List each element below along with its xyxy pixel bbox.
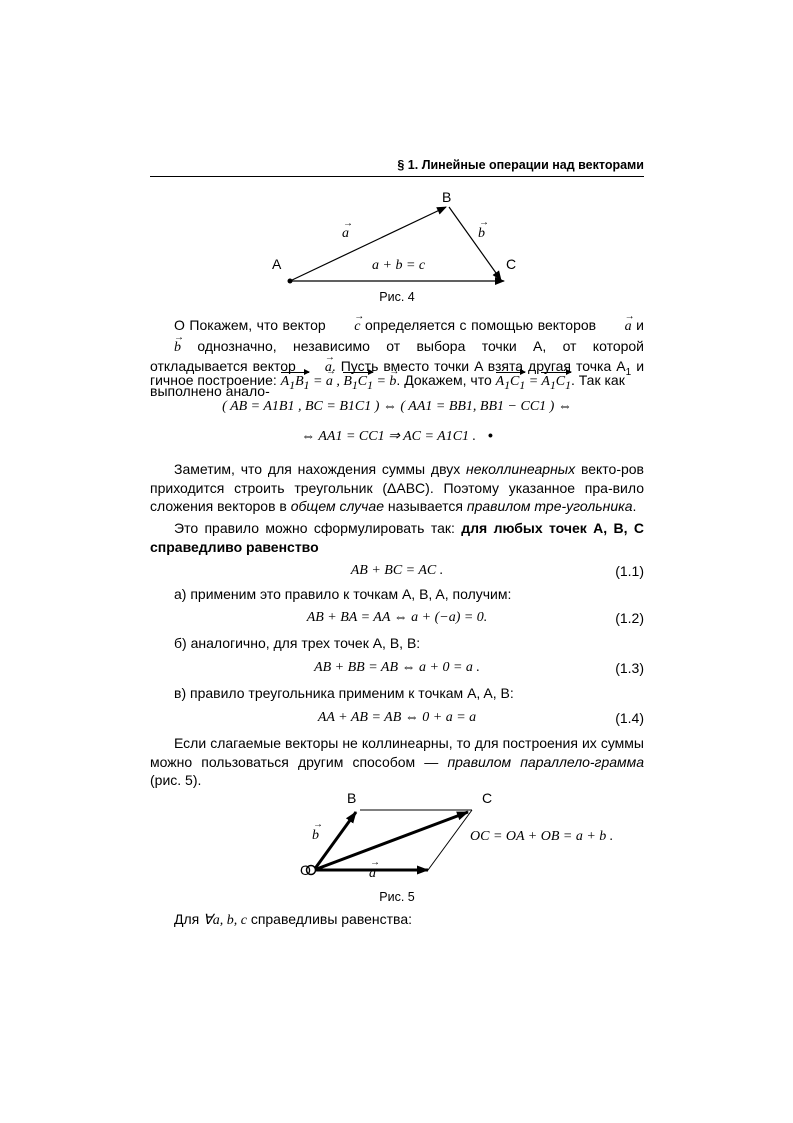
- proof-line1-pre: O Покажем, что вектор: [174, 317, 326, 333]
- vector-bc-arrow: [449, 207, 501, 280]
- proof-and: и: [636, 317, 644, 333]
- equation-1-2-number: (1.2): [615, 610, 644, 626]
- para1-italic-3: правилом тре-угольника: [466, 498, 633, 514]
- proof-line4-pre: гичное построение:: [150, 372, 277, 388]
- para2-bold: для любых точек A, B, C справедливо равенство: [150, 520, 645, 555]
- paragraph-parallelogram: [150, 734, 644, 790]
- equation-1-3-expr: AB + BB = AB ⇔ a + 0 = a .: [314, 660, 480, 675]
- fig5-vec-b-arrow: →: [313, 819, 323, 830]
- claim-eq: $A_1C_1 = A_1C_1$: [495, 374, 571, 392]
- proof-eq2-text: ⇔ AA1 = CC1 ⇒ AC = A1C1 .: [301, 429, 477, 444]
- fig5-vec-b-label: b: [312, 828, 319, 843]
- fig4-vec-a-arrow: →: [343, 218, 353, 229]
- fig5-label-o: O: [300, 862, 311, 878]
- construction-eq: $A_1B_1$ = → a , $B_1C_1$ = → b: [281, 374, 397, 389]
- fig4-label-b: B: [442, 189, 452, 205]
- proof-line3-end: и выполнено анало-: [150, 358, 645, 400]
- fig4-vec-b-arrow: →: [479, 217, 489, 228]
- header-rule: [150, 176, 644, 177]
- fig5-equation: OC = OA + OB = a + b .: [470, 829, 614, 844]
- proof-line4: [150, 371, 644, 395]
- fig4-label-a: A: [272, 256, 282, 272]
- figure-5-caption: Рис. 5: [379, 890, 415, 904]
- proof-line4-mid: . Докажем, что: [396, 372, 492, 388]
- figure-5-parallelogram: [290, 785, 640, 885]
- fig4-vec-b-label: b: [478, 226, 485, 241]
- last-text-1: Для: [174, 911, 200, 927]
- item-c-text: в) правило треугольника применим к точкам A, A, B:: [174, 685, 514, 701]
- equation-1-2-expr: AB + BA = AA ⇔ a + (−a) = 0.: [306, 610, 488, 625]
- last-text-2: справедливы равенства:: [250, 911, 413, 927]
- para3-text-1: Если слагаемые векторы не коллинеарны, то для построения их суммы можно пользоваться другим способом —: [150, 735, 644, 770]
- fig5-label-c: C: [482, 790, 493, 806]
- para3-italic: правилом параллело-грамма: [447, 753, 645, 770]
- equation-1-4-expr: AA + AB = AB ⇔ 0 + a = a: [317, 710, 477, 725]
- vector-oc-arrow: [314, 812, 468, 870]
- proof-eq1-text: ( AB = A1B1 , BC = B1C1 ) ⇔ ( AA1 = BB1, BB1 − CC1 ) ⇔: [222, 399, 572, 414]
- fig5-vec-a-label: a: [369, 866, 376, 881]
- fig5-vec-a-arrow: →: [370, 857, 380, 868]
- proof-line4-end: . Так как: [570, 372, 625, 388]
- vector-a: → a: [601, 318, 632, 337]
- para1-text-1: Заметим, что для нахождения суммы двух: [174, 461, 461, 477]
- vector-c: → c: [330, 318, 360, 337]
- proof-eq2-row: [150, 426, 644, 446]
- proof-line2: однозначно, независимо от выбора точки A, от которой откладывается: [150, 337, 644, 374]
- item-a-text: а) применим это правило к точкам A, B, A, получим:: [174, 586, 512, 602]
- last-line: [150, 910, 644, 931]
- fig4-label-c: C: [506, 256, 517, 272]
- equation-1-1-expr: AB + BC = AC .: [350, 563, 444, 578]
- paragraph-rule-statement: [150, 519, 644, 556]
- point-a-dot: [288, 279, 293, 284]
- vector-a-2: → a: [301, 359, 332, 378]
- proof-line1-mid: определяется с помощью векторов: [365, 317, 597, 333]
- figure-4-caption: Рис. 4: [379, 290, 415, 304]
- running-header: § 1. Линейные операции над векторами: [397, 158, 644, 172]
- para3-text-2: (рис. 5).: [150, 772, 202, 788]
- para2-text: Это правило можно сформулировать так:: [174, 520, 455, 536]
- forall-vectors: ∀a, b, c: [203, 913, 247, 928]
- paragraph-triangle-rule: [150, 460, 644, 516]
- fig4-sum-equation: a + b = c: [372, 258, 426, 273]
- para1-text-3: называется: [387, 498, 463, 514]
- para1-text-2: векто-ров приходится строить треугольник (ΔABC). Поэтому указанное пра-вило сложения векторов в: [150, 461, 644, 514]
- proof-line3-pre: вектор: [252, 358, 296, 374]
- item-b-text: б) аналогично, для трех точек A, B, B:: [174, 635, 421, 651]
- fig4-vec-a-label: a: [342, 226, 349, 241]
- equation-1-3-number: (1.3): [615, 660, 644, 676]
- equation-1-4-number: (1.4): [615, 710, 644, 726]
- fig5-label-b: B: [347, 790, 357, 806]
- figure-4-triangle: [260, 185, 540, 305]
- proof-end-mark: •: [487, 427, 493, 443]
- para1-italic-2: общем случае: [290, 498, 384, 514]
- proof-line3-post: . Пусть вместо точки A взята другая точка A: [331, 358, 626, 374]
- para1-text-4: .: [632, 498, 637, 514]
- para1-italic-1: неколлинеарных: [466, 461, 576, 477]
- vector-b: → b: [150, 339, 181, 358]
- equation-1-1-number: (1.1): [615, 563, 644, 579]
- proof-line3-sub: 1: [625, 366, 632, 378]
